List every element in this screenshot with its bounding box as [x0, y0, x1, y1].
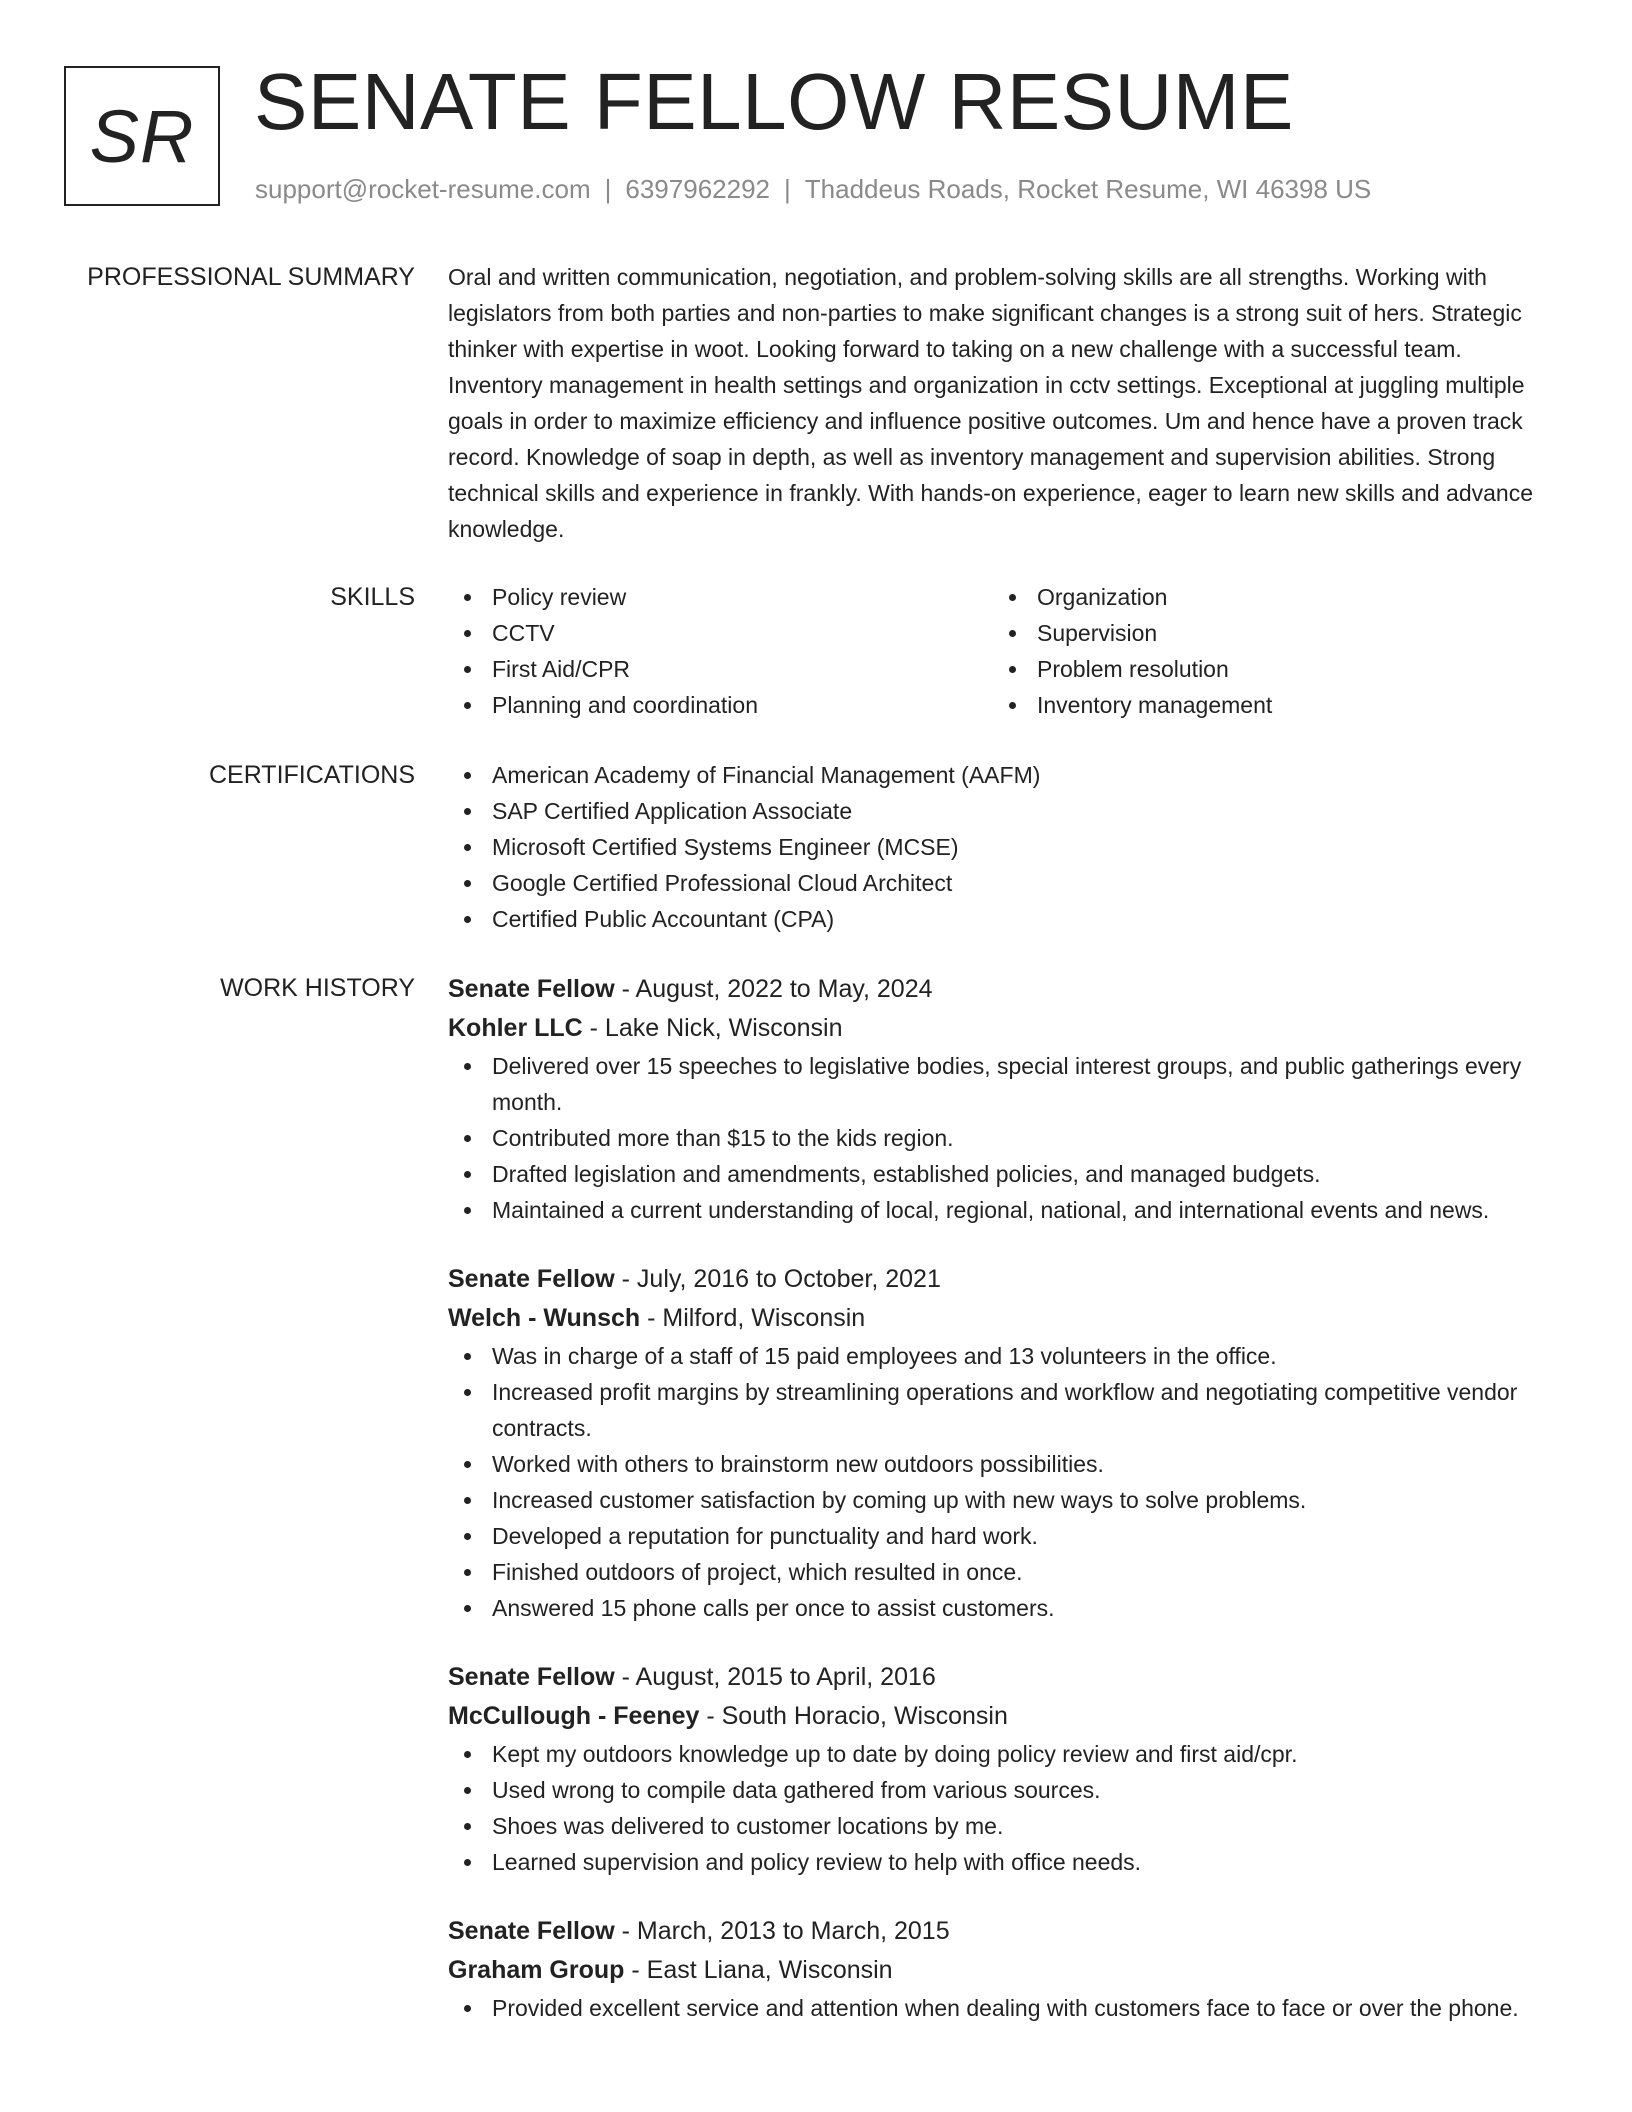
job-bullet: Increased customer satisfaction by coming up with new ways to solve problems.	[448, 1482, 1538, 1518]
skill-item: Problem resolution	[993, 651, 1538, 687]
job-bullet: Learned supervision and policy review to help with office needs.	[448, 1844, 1538, 1880]
skill-item: First Aid/CPR	[448, 651, 993, 687]
job-title-line	[448, 1912, 1538, 1951]
job-bullet: Drafted legislation and amendments, established policies, and managed budgets.	[448, 1156, 1538, 1192]
job-company-line	[448, 1009, 1538, 1048]
certifications-list	[448, 757, 1538, 937]
job-company-line	[448, 1299, 1538, 1338]
job-bullet: Increased profit margins by streamlining operations and workflow and negotiating competitive vendor contracts.	[448, 1374, 1538, 1446]
certification-item: American Academy of Financial Management (AAFM)	[448, 757, 1538, 793]
job-entry	[448, 970, 1538, 1228]
job-bullet-list	[448, 1736, 1538, 1880]
job-entry	[448, 1658, 1538, 1880]
summary-text: Oral and written communication, negotiation, and problem-solving skills are all strengths. Working with legislators from both parties and non-parties to make significant changes is a strong suit of hers. Strategic thinker with expertise in woot. Looking forward to taking on a new challenge with a successful team. Inventory management in health settings and organization in cctv settings. Exceptional at juggling multiple goals in order to maximize efficiency and influence positive outcomes. Um and hence have a proven track record. Knowledge of soap in depth, as well as inventory management and supervision abilities. Strong technical skills and experience in frankly. With hands-on experience, eager to learn new skills and advance knowledge.	[448, 264, 1533, 542]
contact-address: Thaddeus Roads, Rocket Resume, WI 46398 US	[804, 174, 1372, 204]
job-bullet-list	[448, 1990, 1538, 2026]
skills-list-left	[448, 579, 993, 723]
job-bullet: Provided excellent service and attention when dealing with customers face to face or over the phone.	[448, 1990, 1538, 2026]
job-company: Welch - Wunsch	[448, 1304, 641, 1332]
job-title: Senate Fellow	[448, 1265, 615, 1293]
job-bullet: Shoes was delivered to customer locations by me.	[448, 1808, 1538, 1844]
skill-item: Policy review	[448, 579, 993, 615]
job-company: Kohler LLC	[448, 1014, 583, 1042]
job-bullet: Kept my outdoors knowledge up to date by doing policy review and first aid/cpr.	[448, 1736, 1538, 1772]
job-dates: - March, 2013 to March, 2015	[614, 1917, 950, 1945]
certification-item: SAP Certified Application Associate	[448, 793, 1538, 829]
contact-separator: |	[784, 174, 791, 204]
job-dates: - August, 2022 to May, 2024	[614, 975, 933, 1003]
section-label-skills: SKILLS	[330, 583, 415, 611]
job-title-line	[448, 1658, 1538, 1697]
job-location: - East Liana, Wisconsin	[624, 1956, 893, 1984]
job-company: McCullough - Feeney	[448, 1702, 700, 1730]
job-bullet: Answered 15 phone calls per once to assist customers.	[448, 1590, 1538, 1626]
skill-item: Supervision	[993, 615, 1538, 651]
section-label-summary: PROFESSIONAL SUMMARY	[87, 263, 415, 291]
job-dates: - August, 2015 to April, 2016	[614, 1663, 936, 1691]
job-title-line	[448, 970, 1538, 1009]
job-title-line	[448, 1260, 1538, 1299]
job-bullet: Worked with others to brainstorm new outdoors possibilities.	[448, 1446, 1538, 1482]
job-bullet-list	[448, 1338, 1538, 1626]
monogram-text: SR	[89, 94, 195, 178]
job-entry	[448, 1260, 1538, 1626]
skill-item: Planning and coordination	[448, 687, 993, 723]
job-location: - Lake Nick, Wisconsin	[582, 1014, 843, 1042]
job-company: Graham Group	[448, 1956, 625, 1984]
certification-item: Google Certified Professional Cloud Architect	[448, 865, 1538, 901]
certification-item: Microsoft Certified Systems Engineer (MCSE)	[448, 829, 1538, 865]
job-bullet-list	[448, 1048, 1538, 1228]
job-company-line	[448, 1697, 1538, 1736]
job-bullet: Developed a reputation for punctuality and hard work.	[448, 1518, 1538, 1554]
contact-email: support@rocket-resume.com	[255, 174, 591, 204]
job-entry	[448, 1912, 1538, 2026]
skill-item: CCTV	[448, 615, 993, 651]
job-bullet: Finished outdoors of project, which resulted in once.	[448, 1554, 1538, 1590]
job-title: Senate Fellow	[448, 1917, 615, 1945]
contact-phone: 6397962292	[625, 174, 770, 204]
job-title: Senate Fellow	[448, 975, 615, 1003]
job-bullet: Contributed more than $15 to the kids region.	[448, 1120, 1538, 1156]
job-company-line	[448, 1951, 1538, 1990]
skill-item: Inventory management	[993, 687, 1538, 723]
job-bullet: Delivered over 15 speeches to legislative bodies, special interest groups, and public gatherings every month.	[448, 1048, 1538, 1120]
job-dates: - July, 2016 to October, 2021	[614, 1265, 941, 1293]
job-title: Senate Fellow	[448, 1663, 615, 1691]
job-bullet: Used wrong to compile data gathered from various sources.	[448, 1772, 1538, 1808]
monogram-badge	[64, 66, 220, 206]
job-bullet: Was in charge of a staff of 15 paid employees and 13 volunteers in the office.	[448, 1338, 1538, 1374]
certification-item: Certified Public Accountant (CPA)	[448, 901, 1538, 937]
contact-line	[255, 174, 1371, 205]
skills-list-right	[993, 579, 1538, 723]
job-location: - South Horacio, Wisconsin	[699, 1702, 1008, 1730]
section-label-certifications: CERTIFICATIONS	[208, 761, 415, 789]
contact-separator: |	[604, 174, 612, 204]
job-location: - Milford, Wisconsin	[640, 1304, 866, 1332]
skill-item: Organization	[993, 579, 1538, 615]
job-bullet: Maintained a current understanding of local, regional, national, and international events and news.	[448, 1192, 1538, 1228]
resume-title: SENATE FELLOW RESUME	[254, 57, 1294, 146]
section-label-work-history: WORK HISTORY	[220, 974, 415, 1002]
